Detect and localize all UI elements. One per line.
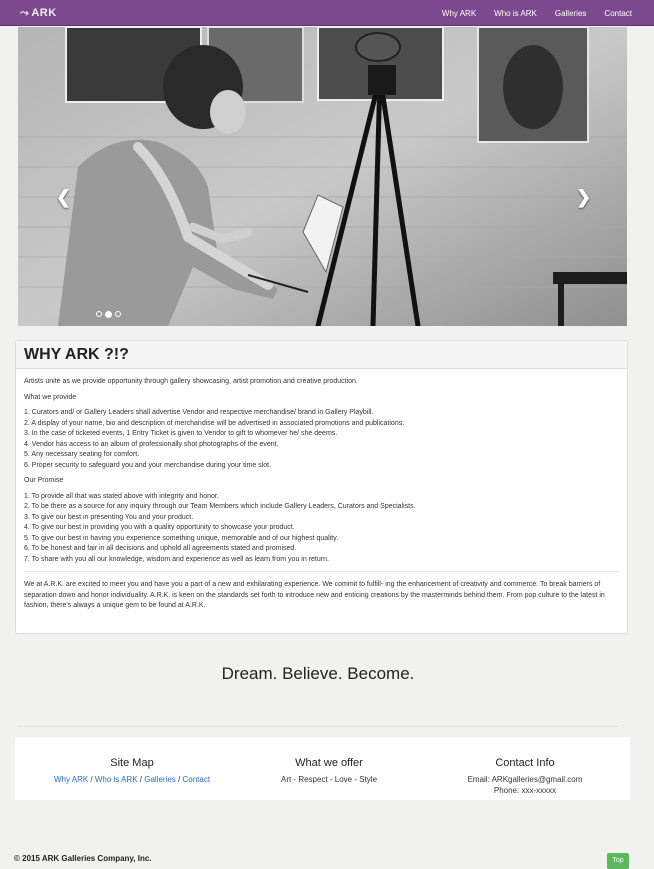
sitemap-link-contact[interactable]: Contact <box>182 775 211 784</box>
tagline: Dream. Believe. Become. <box>221 664 415 683</box>
nav-who-is-ark[interactable]: Who is ARK <box>494 8 537 18</box>
offer-column <box>229 757 429 785</box>
sitemap-title: Site Map <box>110 757 154 769</box>
promise-item: 3. To give our best in presenting You and your product. <box>24 513 194 521</box>
provide-list <box>24 408 619 471</box>
chevron-left-icon[interactable]: ❮ <box>56 187 72 207</box>
provide-item: 2. A display of your name, bio and description of merchandise will be advertised in associated promotions and publications. <box>24 419 405 427</box>
provide-item: 1. Curators and/ or Gallery Leaders shall advertise Vendor and respective merchandise/ brand in Gallery Playbill. <box>24 409 374 416</box>
contact-column <box>425 757 625 796</box>
promise-item: 4. To give our best in providing you with a quality opportunity to showcase your product. <box>24 524 295 531</box>
promise-item: 7. To share with you all our knowledge, wisdom and experience as well as learn from you in return. <box>24 555 329 563</box>
why-ark-panel <box>15 340 628 634</box>
logo[interactable] <box>20 5 57 21</box>
link-separator: / <box>137 775 145 784</box>
carousel-indicator-1[interactable] <box>96 311 102 317</box>
provide-heading: What we provide <box>24 393 77 401</box>
sitemap-links <box>32 774 232 785</box>
provide-item: 4. Vendor has access to an album of professionally shot photographs of the event. <box>24 440 279 448</box>
provide-item: 5. Any necessary seating for comfort. <box>24 451 140 458</box>
why-ark-title: WHY ARK ?!? <box>24 346 129 363</box>
navbar <box>0 0 654 26</box>
logo-icon: ⤳ <box>20 6 30 19</box>
logo-text: ARK <box>31 7 57 19</box>
link-separator: / <box>88 775 95 784</box>
chevron-right-icon[interactable]: ❯ <box>576 187 592 207</box>
nav-galleries[interactable]: Galleries <box>554 8 587 18</box>
carousel-slide-image <box>18 27 627 326</box>
nav-why-ark[interactable]: Why ARK <box>441 8 477 18</box>
promise-item: 6. To be honest and fair in all decisions and uphold all agreements stated and promised. <box>24 545 297 552</box>
promise-item: 1. To provide all that was stated above with integrity and honor. <box>24 492 219 500</box>
nav-menu <box>442 0 632 26</box>
panel-heading <box>16 341 627 369</box>
promise-item: 5. To give our best in having you experience something unique, memorable and of our highest quality. <box>24 534 339 542</box>
back-to-top-button[interactable]: Top <box>607 853 629 869</box>
promise-heading: Our Promise <box>24 477 64 484</box>
provide-item: 3. In the case of ticketed events, 1 Entry Ticket is given to Vendor to gift to whomever he/ she deems. <box>24 430 338 437</box>
offer-text: Art - Respect - Love - Style <box>280 775 378 784</box>
sitemap-link-galleries[interactable]: Galleries <box>144 775 176 784</box>
offer-title: What we offer <box>295 757 363 769</box>
sitemap-link-who-is-ark[interactable]: Who is ARK <box>94 775 138 784</box>
promise-item: 2. To be there as a source for any inquiry through our Team Members which include Gallery Leaders, Curators and Specialists. <box>24 503 416 510</box>
panel-body <box>16 369 627 625</box>
image-carousel[interactable] <box>18 27 627 326</box>
intro-text: Artists unite as we provide opportunity through gallery showcasing, artist promotion and creative production. <box>24 378 358 385</box>
copyright: © 2015 ARK Galleries Company, Inc. <box>14 854 152 863</box>
contact-phone: Phone: xxx-xxxxx <box>493 786 557 795</box>
carousel-indicators <box>96 311 121 318</box>
sitemap-link-why-ark[interactable]: Why ARK <box>53 775 89 784</box>
section-divider <box>18 726 618 727</box>
carousel-indicator-2[interactable] <box>105 311 112 318</box>
contact-email: Email: ARKgalleries@gmail.com <box>467 775 583 784</box>
link-separator: / <box>175 775 183 784</box>
contact-title: Contact Info <box>495 757 555 769</box>
provide-item: 6. Proper security to safeguard you and your merchandise during your time slot. <box>24 461 272 469</box>
footer-info <box>15 737 630 800</box>
panel-divider <box>24 571 619 572</box>
promise-list <box>24 492 619 566</box>
closing-text: We at A.R.K. are excited to meet you and have you a part of a new and exhilarating experience. We commit to fulfill- ing the enhancement of creativity and commerce. To break barriers of separation down and honor individuality. A.R.K. is keen on the standards set forth to introduce new and enticing creations by the masterminds behind them. From pop culture to the latest in fashion, there's always a unique gem to be found at A.R.K. <box>24 581 605 609</box>
carousel-indicator-3[interactable] <box>115 311 121 317</box>
nav-contact[interactable]: Contact <box>604 8 632 18</box>
sitemap-column <box>32 757 232 785</box>
